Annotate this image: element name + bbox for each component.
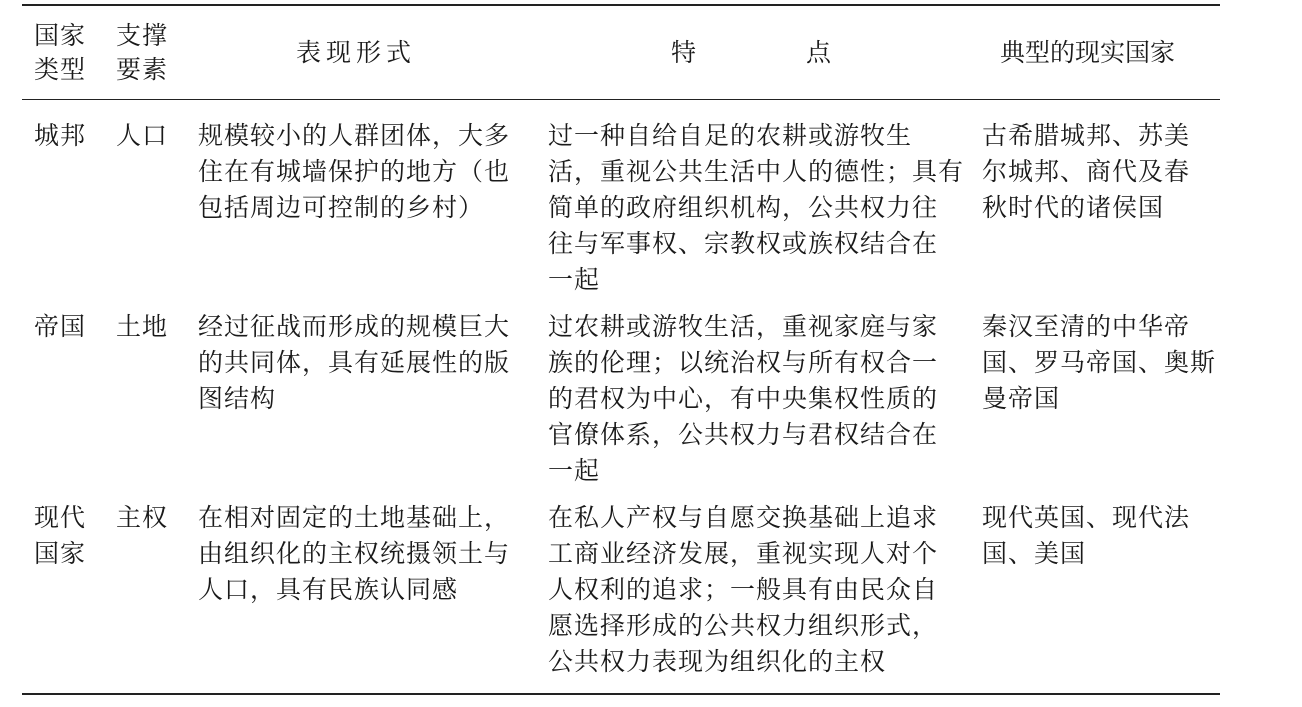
header-state-type: 国家 类型 [34, 21, 87, 84]
table-top-rule [22, 4, 1220, 6]
header-form: 表现形式 [296, 38, 417, 67]
row-1-example: 古希腊城邦、苏美 尔城邦、商代及春 秋时代的诸侯国 [982, 121, 1191, 222]
row-2-feature: 过农耕或游牧生活，重视家庭与家 族的伦理；以统治权与所有权合一 的君权为中心，有中央集权性质的 官僚体系，公共权力与君权结合在 一起 [548, 312, 939, 485]
table-bottom-rule [22, 693, 1220, 695]
row-2-support-factor: 土地 [116, 312, 169, 341]
row-1-feature: 过一种自给自足的农耕或游牧生 活，重视公共生活中人的德性；具有 简单的政府组织机构，公共权力往 往与军事权、宗教权或族权结合在 一起 [548, 121, 965, 294]
row-1-form: 规模较小的人群团体，大多 住在有城墙保护的地方（也 包括周边可控制的乡村） [198, 121, 511, 222]
row-3-state-type: 现代 国家 [34, 503, 87, 568]
row-3-feature: 在私人产权与自愿交换基础上追求 工商业经济发展，重视实现人对个 人权利的追求；一般具有由民众自 愿选择形成的公共权力组织形式， 公共权力表现为组织化的主权 [548, 503, 939, 676]
row-2-example: 秦汉至清的中华帝 国、罗马帝国、奥斯 曼帝国 [982, 312, 1217, 413]
table-header-rule [22, 99, 1220, 100]
header-support-factor: 支撑 要素 [116, 21, 169, 84]
row-1-state-type: 城邦 [34, 121, 87, 150]
row-2-form: 经过征战而形成的规模巨大 的共同体，具有延展性的版 图结构 [198, 312, 511, 413]
row-3-support-factor: 主权 [116, 503, 169, 532]
row-3-example: 现代英国、现代法 国、美国 [982, 503, 1191, 568]
row-1-support-factor: 人口 [116, 121, 169, 150]
row-2-state-type: 帝国 [34, 312, 87, 341]
header-feature-part2: 点 [806, 38, 833, 67]
row-3-form: 在相对固定的土地基础上， 由组织化的主权统摄领土与 人口，具有民族认同感 [198, 503, 511, 604]
header-feature-part1: 特 [671, 38, 698, 67]
header-typical-example: 典型的现实国家 [1000, 38, 1176, 67]
